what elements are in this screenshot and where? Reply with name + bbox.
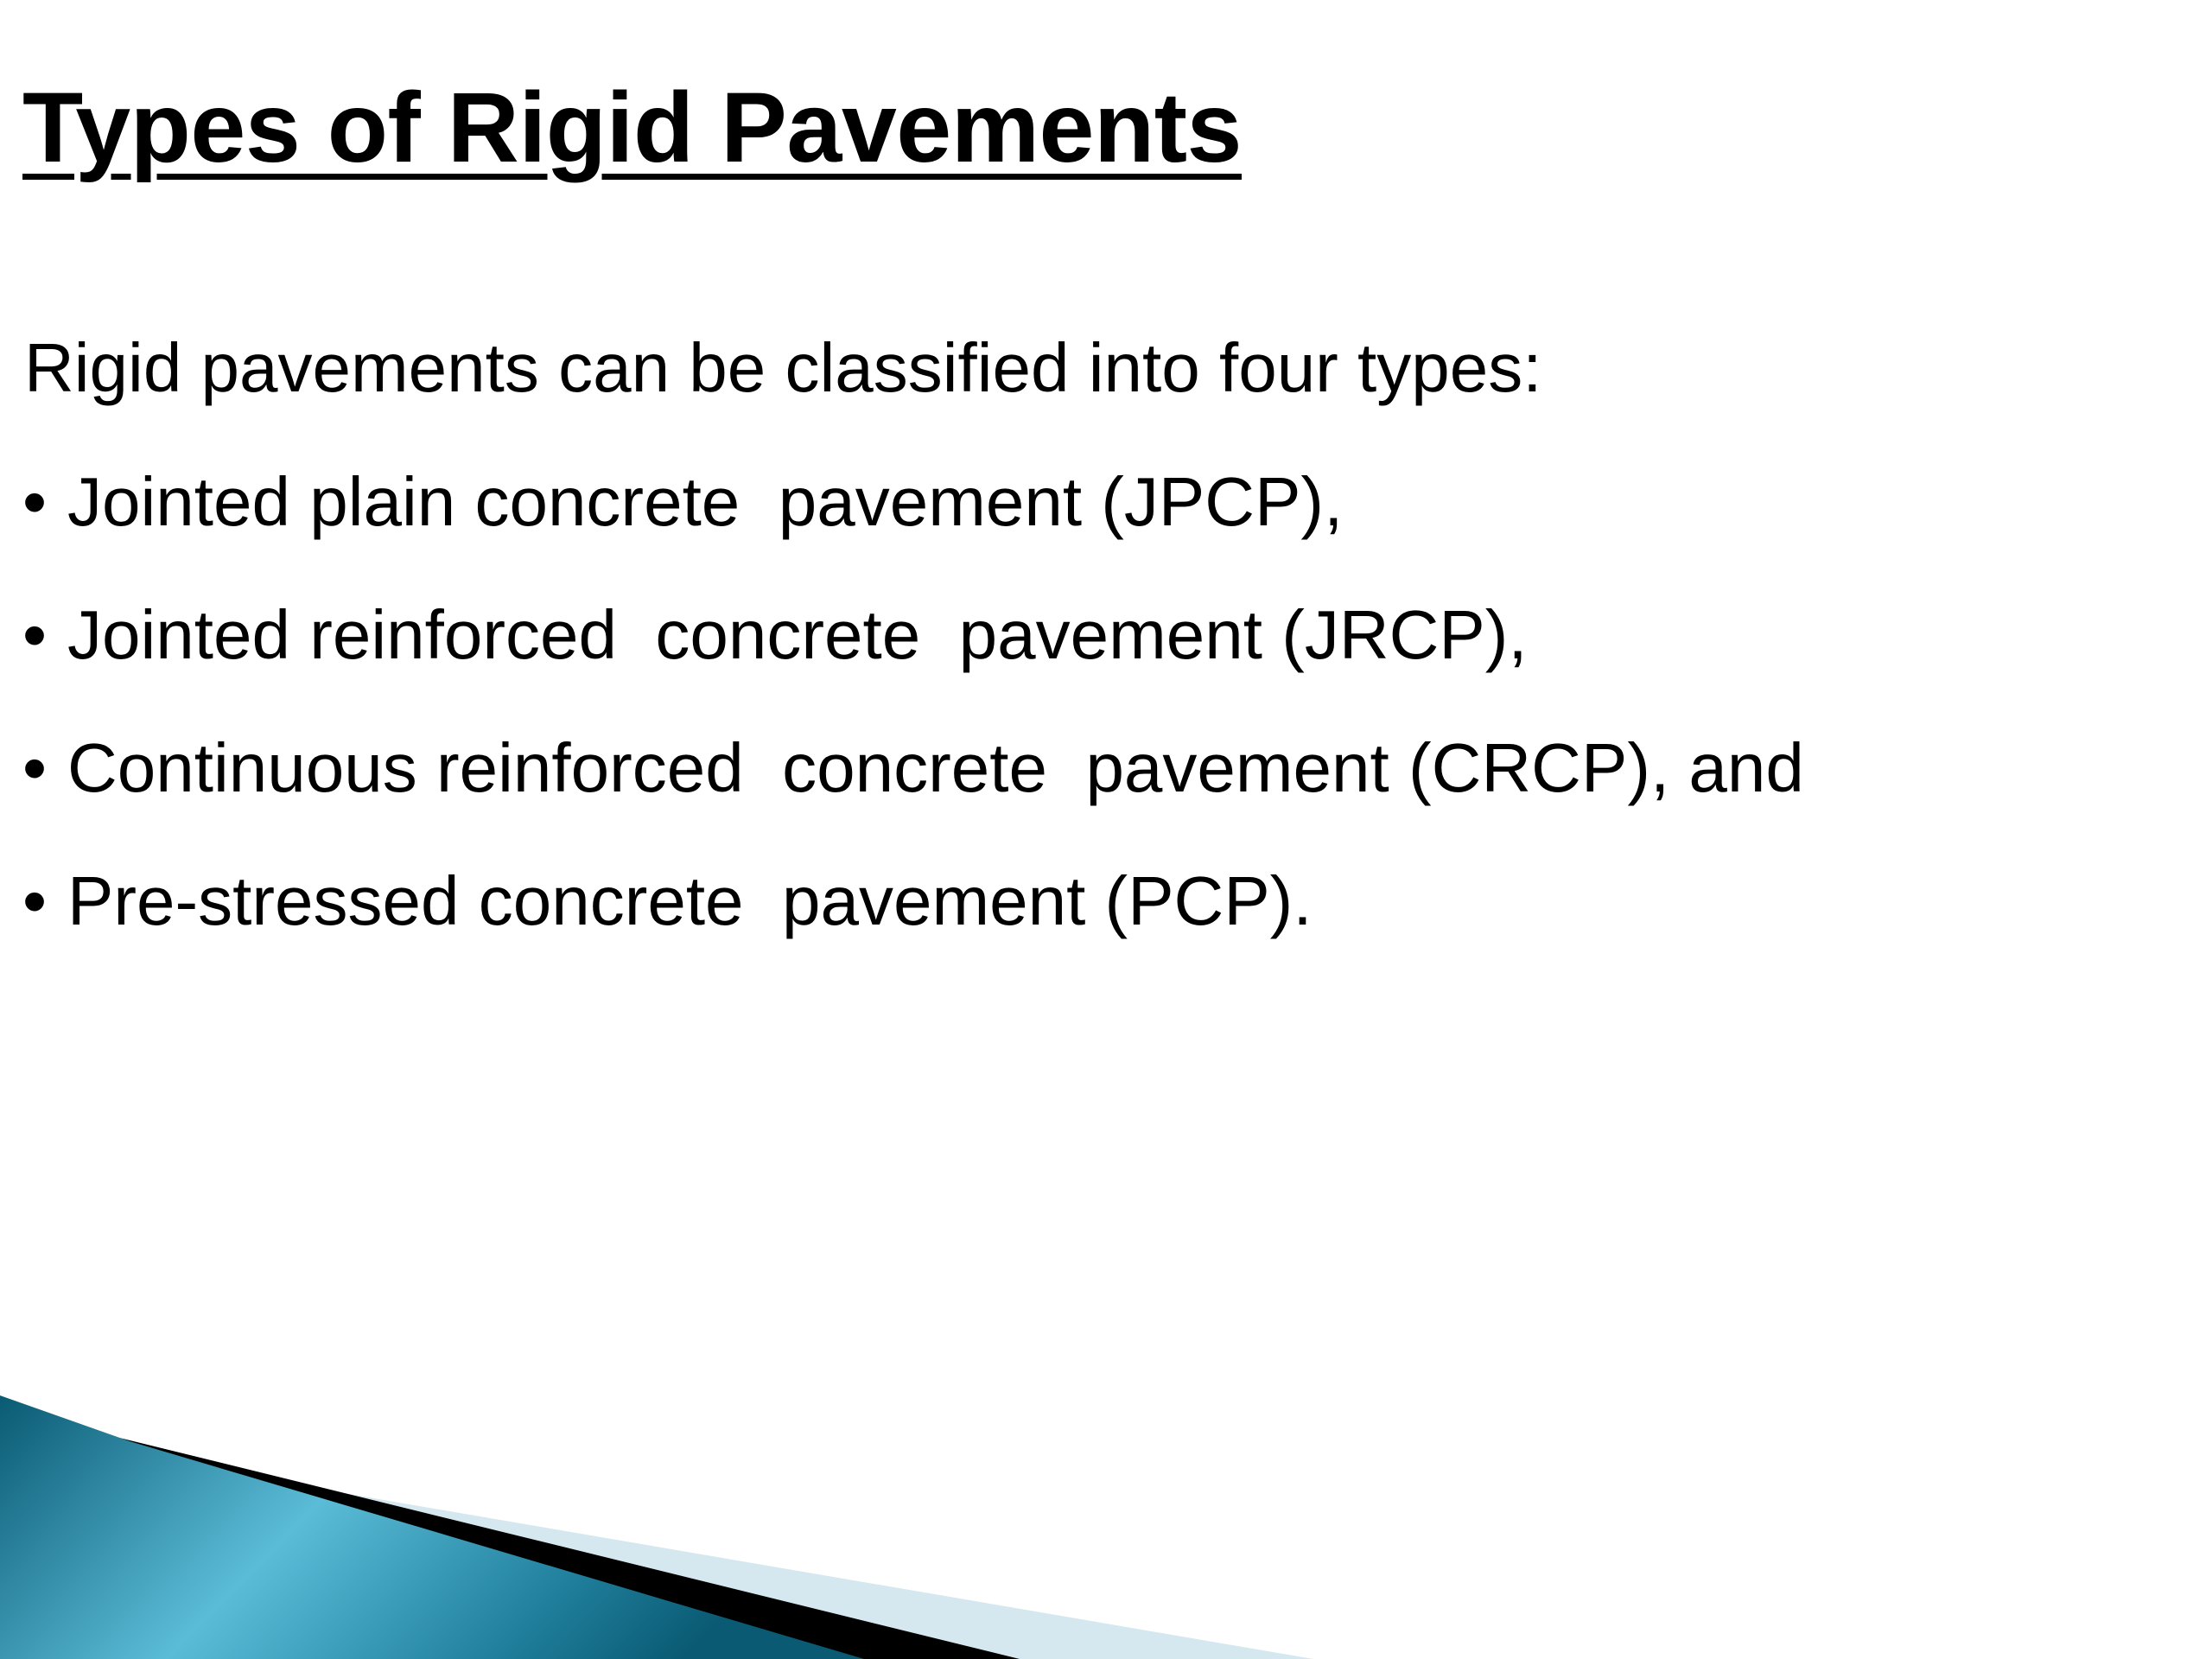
bullet-icon: •	[22, 862, 48, 939]
bullet-text: Jointed plain concrete pavement (JPCP),	[67, 463, 1344, 540]
bullet-text: Jointed reinforced concrete pavement (JRCP),	[67, 596, 1528, 673]
bullet-list	[22, 462, 1804, 995]
decorative-swoosh	[0, 1382, 2212, 1659]
bullet-icon: •	[22, 463, 48, 540]
bullet-icon: •	[22, 729, 48, 806]
slide-title: Types of Rigid Pavements	[22, 73, 1242, 183]
bullet-text: Pre-stressed concrete pavement (PCP).	[67, 862, 1313, 939]
intro-text: Rigid pavements can be classified into four types:	[24, 329, 1542, 406]
list-item	[22, 462, 1804, 595]
list-item	[22, 861, 1804, 995]
list-item	[22, 595, 1804, 728]
bullet-icon: •	[22, 596, 48, 673]
list-item	[22, 728, 1804, 861]
bullet-text: Continuous reinforced concrete pavement (CRCP), and	[67, 729, 1804, 806]
